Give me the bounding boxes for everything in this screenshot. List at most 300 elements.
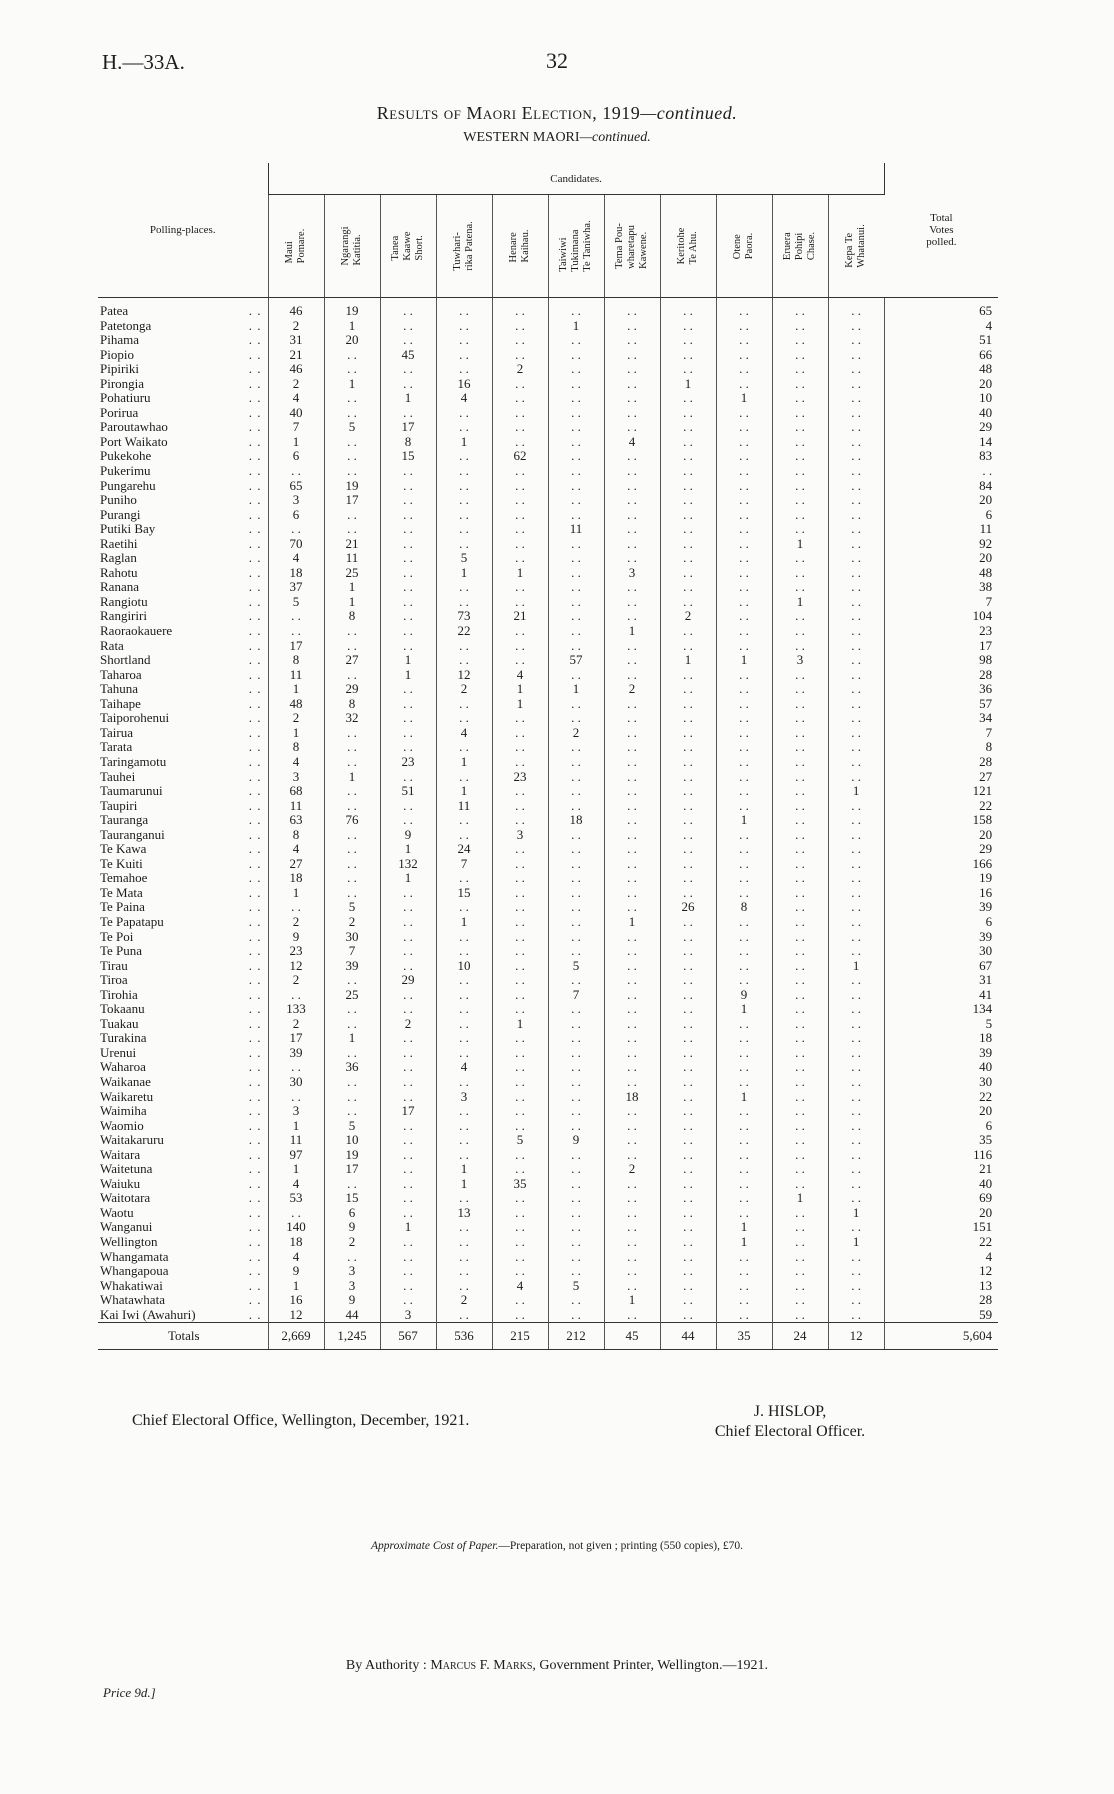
leader-dots: . .: [248, 535, 262, 551]
vote-cell: . .: [772, 915, 828, 930]
candidate-name-line: Otene: [731, 234, 743, 260]
vote-cell: . .: [828, 435, 884, 450]
vote-cell: . .: [436, 1133, 492, 1148]
total-votes-cell: 158: [884, 813, 998, 828]
polling-place-cell: [98, 1031, 268, 1046]
vote-cell: . .: [716, 1075, 772, 1090]
vote-cell: . .: [604, 595, 660, 610]
polling-place-cell: [98, 900, 268, 915]
vote-cell: . .: [604, 1075, 660, 1090]
candidate-total-cell: 567: [380, 1323, 436, 1350]
vote-cell: . .: [716, 1104, 772, 1119]
vote-cell: 1: [716, 391, 772, 406]
polling-place-cell: [98, 711, 268, 726]
vote-cell: 8: [268, 828, 324, 843]
polling-place-name: Tairua: [100, 724, 134, 740]
polling-place-name: Tauranga: [100, 812, 149, 828]
polling-place-cell: [98, 304, 268, 319]
vote-cell: . .: [492, 944, 548, 959]
polling-place-cell: [98, 653, 268, 668]
vote-cell: . .: [828, 755, 884, 770]
polling-place-cell: [98, 1293, 268, 1308]
vote-cell: . .: [604, 799, 660, 814]
vote-cell: . .: [660, 449, 716, 464]
vote-cell: . .: [772, 319, 828, 334]
vote-cell: . .: [436, 406, 492, 421]
vote-cell: 1: [660, 653, 716, 668]
vote-cell: . .: [548, 886, 604, 901]
vote-cell: . .: [324, 639, 380, 654]
polling-place-cell: [98, 580, 268, 595]
table-row: [98, 697, 998, 712]
vote-cell: 5: [548, 959, 604, 974]
polling-place-cell: [98, 755, 268, 770]
vote-cell: . .: [380, 1206, 436, 1221]
vote-cell: . .: [604, 740, 660, 755]
vote-cell: . .: [492, 740, 548, 755]
authority-prefix: By Authority :: [345, 1658, 427, 1673]
leader-dots: . .: [248, 884, 262, 900]
polling-place-cell: [98, 1250, 268, 1265]
vote-cell: . .: [660, 799, 716, 814]
vote-cell: . .: [828, 653, 884, 668]
vote-cell: . .: [324, 784, 380, 799]
vote-cell: . .: [380, 697, 436, 712]
leader-dots: . .: [248, 972, 262, 988]
vote-cell: 6: [324, 1206, 380, 1221]
vote-cell: . .: [548, 1293, 604, 1308]
office-line: Chief Electoral Office, Wellington, December, 1921.: [132, 1412, 470, 1429]
candidate-name: [676, 228, 700, 265]
vote-cell: . .: [380, 1250, 436, 1265]
polling-place-cell: [98, 1264, 268, 1279]
vote-cell: 1: [380, 653, 436, 668]
polling-place-name: Pukekohe: [100, 448, 152, 464]
vote-cell: . .: [492, 1031, 548, 1046]
vote-cell: . .: [828, 988, 884, 1003]
polling-place-cell: [98, 988, 268, 1003]
polling-place-name: Pohatiuru: [100, 390, 151, 406]
vote-cell: 17: [324, 1162, 380, 1177]
vote-cell: . .: [492, 711, 548, 726]
vote-cell: . .: [324, 871, 380, 886]
vote-cell: . .: [716, 319, 772, 334]
total-votes-cell: . .: [884, 464, 998, 479]
vote-cell: 1: [380, 391, 436, 406]
vote-cell: 1: [660, 377, 716, 392]
total-votes-cell: 20: [884, 1104, 998, 1119]
candidate-total-cell: 12: [828, 1323, 884, 1350]
table-row: [98, 537, 998, 552]
polling-place-cell: [98, 842, 268, 857]
total-votes-cell: 30: [884, 944, 998, 959]
vote-cell: . .: [716, 973, 772, 988]
polling-place-cell: [98, 377, 268, 392]
table-row: [98, 1308, 998, 1323]
vote-cell: . .: [604, 871, 660, 886]
total-votes-cell: 59: [884, 1308, 998, 1323]
vote-cell: 19: [324, 1148, 380, 1163]
vote-cell: . .: [772, 406, 828, 421]
leader-dots: . .: [248, 826, 262, 842]
candidate-total-cell: 45: [604, 1323, 660, 1350]
polling-place-name: Pirongia: [100, 375, 145, 391]
total-votes-cell: 27: [884, 770, 998, 785]
vote-cell: . .: [604, 1264, 660, 1279]
vote-cell: . .: [548, 1002, 604, 1017]
vote-cell: . .: [660, 959, 716, 974]
table-row: [98, 871, 998, 886]
vote-cell: 2: [268, 1017, 324, 1032]
total-votes-cell: 16: [884, 886, 998, 901]
vote-cell: . .: [268, 464, 324, 479]
vote-cell: . .: [380, 1002, 436, 1017]
vote-cell: . .: [436, 653, 492, 668]
vote-cell: . .: [436, 1031, 492, 1046]
vote-cell: . .: [660, 726, 716, 741]
vote-cell: . .: [548, 580, 604, 595]
candidate-header: [828, 195, 884, 298]
polling-place-name: Te Kawa: [100, 841, 147, 857]
leader-dots: . .: [248, 346, 262, 362]
vote-cell: . .: [604, 580, 660, 595]
total-votes-cell: 83: [884, 449, 998, 464]
vote-cell: . .: [660, 1250, 716, 1265]
leader-dots: . .: [248, 855, 262, 871]
vote-cell: 4: [268, 755, 324, 770]
vote-cell: . .: [492, 900, 548, 915]
vote-cell: . .: [492, 537, 548, 552]
table-row: [98, 944, 998, 959]
vote-cell: . .: [492, 842, 548, 857]
leader-dots: . .: [248, 986, 262, 1002]
vote-cell: . .: [492, 915, 548, 930]
vote-cell: . .: [716, 362, 772, 377]
table-row: [98, 1046, 998, 1061]
vote-cell: . .: [716, 1279, 772, 1294]
vote-cell: . .: [324, 1104, 380, 1119]
vote-cell: . .: [604, 1017, 660, 1032]
vote-cell: . .: [604, 959, 660, 974]
vote-cell: . .: [604, 1177, 660, 1192]
polling-place-name: Raoraokauere: [100, 623, 173, 639]
polling-place-cell: [98, 449, 268, 464]
vote-cell: . .: [660, 508, 716, 523]
table-row: [98, 362, 998, 377]
vote-cell: . .: [492, 1308, 548, 1323]
vote-cell: . .: [548, 930, 604, 945]
vote-cell: . .: [828, 377, 884, 392]
vote-cell: . .: [716, 857, 772, 872]
total-votes-cell: 31: [884, 973, 998, 988]
vote-cell: . .: [772, 391, 828, 406]
vote-cell: . .: [828, 770, 884, 785]
leader-dots: . .: [248, 652, 262, 668]
candidate-header: [324, 195, 380, 298]
candidate-header: [548, 195, 604, 298]
vote-cell: . .: [772, 1002, 828, 1017]
table-row: [98, 1133, 998, 1148]
vote-cell: . .: [604, 348, 660, 363]
vote-cell: . .: [268, 609, 324, 624]
vote-cell: . .: [716, 770, 772, 785]
vote-cell: . .: [380, 930, 436, 945]
vote-cell: 44: [324, 1308, 380, 1323]
polling-place-name: Te Puna: [100, 943, 143, 959]
polling-place-name: Tauhei: [100, 768, 136, 784]
vote-cell: . .: [380, 1162, 436, 1177]
vote-cell: . .: [492, 624, 548, 639]
vote-cell: . .: [548, 1206, 604, 1221]
title-suffix: —continued.: [640, 103, 738, 123]
candidate-name-line: Kepa Te: [844, 232, 856, 268]
polling-place-name: Waotu: [100, 1204, 134, 1220]
vote-cell: . .: [828, 464, 884, 479]
vote-cell: . .: [492, 1075, 548, 1090]
vote-cell: . .: [660, 682, 716, 697]
total-votes-cell: 20: [884, 551, 998, 566]
vote-cell: . .: [772, 1177, 828, 1192]
polling-place-name: Whangamata: [100, 1248, 169, 1264]
vote-cell: . .: [772, 435, 828, 450]
vote-cell: . .: [436, 740, 492, 755]
vote-cell: . .: [492, 522, 548, 537]
vote-cell: 12: [436, 668, 492, 683]
vote-cell: . .: [548, 1060, 604, 1075]
vote-cell: . .: [604, 1060, 660, 1075]
total-votes-cell: 98: [884, 653, 998, 668]
vote-cell: . .: [380, 915, 436, 930]
vote-cell: . .: [716, 784, 772, 799]
vote-cell: 1: [604, 915, 660, 930]
polling-place-cell: [98, 726, 268, 741]
vote-cell: 6: [268, 508, 324, 523]
polling-places-header: Polling-places.: [98, 163, 268, 298]
vote-cell: . .: [716, 755, 772, 770]
vote-cell: 37: [268, 580, 324, 595]
polling-place-cell: [98, 1191, 268, 1206]
polling-place-cell: [98, 1133, 268, 1148]
vote-cell: . .: [492, 551, 548, 566]
vote-cell: . .: [548, 391, 604, 406]
vote-cell: 4: [268, 1250, 324, 1265]
table-row: [98, 1264, 998, 1279]
vote-cell: 1: [268, 1279, 324, 1294]
vote-cell: . .: [660, 493, 716, 508]
vote-cell: . .: [380, 886, 436, 901]
vote-cell: . .: [660, 857, 716, 872]
vote-cell: 7: [268, 420, 324, 435]
table-row: [98, 493, 998, 508]
candidate-header: [716, 195, 772, 298]
vote-cell: . .: [660, 1177, 716, 1192]
leader-dots: . .: [248, 753, 262, 769]
candidate-name-line: Ngarangi: [339, 226, 351, 266]
vote-cell: . .: [548, 377, 604, 392]
vote-cell: . .: [828, 479, 884, 494]
vote-cell: 9: [324, 1220, 380, 1235]
candidate-name: [732, 233, 756, 260]
vote-cell: 5: [548, 1279, 604, 1294]
vote-cell: 1: [268, 886, 324, 901]
polling-place-name: Pukerimu: [100, 463, 151, 479]
vote-cell: . .: [772, 508, 828, 523]
vote-cell: . .: [660, 973, 716, 988]
vote-cell: . .: [324, 1090, 380, 1105]
vote-cell: 3: [772, 653, 828, 668]
table-row: [98, 449, 998, 464]
vote-cell: 30: [324, 930, 380, 945]
vote-cell: 29: [380, 973, 436, 988]
vote-cell: . .: [548, 973, 604, 988]
vote-cell: . .: [492, 333, 548, 348]
vote-cell: . .: [716, 609, 772, 624]
vote-cell: . .: [828, 1002, 884, 1017]
leader-dots: . .: [248, 1248, 262, 1264]
vote-cell: . .: [828, 551, 884, 566]
total-votes-cell: 104: [884, 609, 998, 624]
vote-cell: . .: [828, 609, 884, 624]
polling-place-name: Wanganui: [100, 1219, 153, 1235]
polling-place-name: Rata: [100, 637, 124, 653]
vote-cell: 20: [324, 333, 380, 348]
vote-cell: . .: [604, 653, 660, 668]
candidate-total-cell: 24: [772, 1323, 828, 1350]
vote-cell: . .: [604, 973, 660, 988]
vote-cell: . .: [828, 537, 884, 552]
polling-place-name: Waitara: [100, 1146, 141, 1162]
vote-cell: 2: [268, 319, 324, 334]
vote-cell: . .: [380, 944, 436, 959]
vote-cell: . .: [660, 391, 716, 406]
polling-place-cell: [98, 886, 268, 901]
polling-place-name: Port Waikato: [100, 433, 168, 449]
vote-cell: . .: [324, 508, 380, 523]
table-row: [98, 711, 998, 726]
vote-cell: . .: [772, 1264, 828, 1279]
vote-cell: . .: [604, 1002, 660, 1017]
vote-cell: . .: [772, 784, 828, 799]
vote-cell: . .: [772, 551, 828, 566]
vote-cell: . .: [604, 464, 660, 479]
candidate-name-line: Eruera: [781, 232, 793, 261]
vote-cell: . .: [716, 1162, 772, 1177]
page-number: 32: [546, 48, 568, 73]
leader-dots: . .: [248, 870, 262, 886]
vote-cell: . .: [716, 915, 772, 930]
vote-cell: . .: [716, 479, 772, 494]
authority-line: [0, 1658, 1114, 1674]
candidate-name: [340, 226, 364, 265]
vote-cell: . .: [436, 537, 492, 552]
vote-cell: . .: [436, 420, 492, 435]
table-row: [98, 580, 998, 595]
vote-cell: . .: [660, 522, 716, 537]
vote-cell: . .: [660, 348, 716, 363]
table-row: [98, 551, 998, 566]
vote-cell: . .: [828, 915, 884, 930]
vote-cell: . .: [716, 959, 772, 974]
vote-cell: 45: [380, 348, 436, 363]
vote-cell: 5: [268, 595, 324, 610]
vote-cell: . .: [716, 333, 772, 348]
vote-cell: . .: [660, 1206, 716, 1221]
vote-cell: . .: [380, 406, 436, 421]
polling-place-name: Porirua: [100, 404, 139, 420]
total-votes-cell: 12: [884, 1264, 998, 1279]
vote-cell: 18: [548, 813, 604, 828]
vote-cell: . .: [436, 1148, 492, 1163]
total-votes-cell: 39: [884, 900, 998, 915]
vote-cell: . .: [604, 711, 660, 726]
leader-dots: . .: [248, 1059, 262, 1075]
vote-cell: . .: [604, 1279, 660, 1294]
vote-cell: . .: [660, 784, 716, 799]
table-row: [98, 420, 998, 435]
total-votes-cell: 29: [884, 842, 998, 857]
candidate-total-cell: 2,669: [268, 1323, 324, 1350]
table-row: [98, 653, 998, 668]
vote-cell: . .: [380, 1119, 436, 1134]
vote-cell: 4: [436, 391, 492, 406]
vote-cell: . .: [660, 1060, 716, 1075]
polling-place-name: Kai Iwi (Awahuri): [100, 1306, 196, 1322]
polling-place-cell: [98, 1090, 268, 1105]
vote-cell: . .: [772, 668, 828, 683]
vote-cell: . .: [660, 566, 716, 581]
leader-dots: . .: [248, 1234, 262, 1249]
leader-dots: . .: [248, 681, 262, 697]
polling-place-name: Te Papatapu: [100, 913, 164, 929]
vote-cell: . .: [492, 1119, 548, 1134]
vote-cell: . .: [380, 464, 436, 479]
total-votes-cell: 10: [884, 391, 998, 406]
polling-place-name: Patea: [100, 303, 129, 318]
vote-cell: . .: [380, 493, 436, 508]
vote-cell: . .: [324, 799, 380, 814]
candidate-name: [558, 220, 594, 271]
vote-cell: . .: [324, 348, 380, 363]
table-row: [98, 333, 998, 348]
total-header-line: Total: [930, 211, 953, 224]
polling-place-name: Te Kuiti: [100, 855, 143, 871]
vote-cell: 140: [268, 1220, 324, 1235]
vote-cell: 7: [436, 857, 492, 872]
vote-cell: 4: [436, 1060, 492, 1075]
vote-cell: . .: [436, 348, 492, 363]
polling-place-cell: [98, 799, 268, 814]
vote-cell: . .: [380, 1090, 436, 1105]
vote-cell: . .: [716, 1250, 772, 1265]
total-votes-cell: 7: [884, 595, 998, 610]
vote-cell: 13: [436, 1206, 492, 1221]
vote-cell: . .: [436, 973, 492, 988]
vote-cell: . .: [660, 740, 716, 755]
signature-title: Chief Electoral Officer.: [714, 1423, 866, 1440]
leader-dots: . .: [248, 928, 262, 944]
vote-cell: . .: [716, 1060, 772, 1075]
table-row: [98, 1090, 998, 1105]
leader-dots: . .: [248, 841, 262, 857]
vote-cell: . .: [660, 420, 716, 435]
vote-cell: . .: [772, 900, 828, 915]
candidate-total-cell: 1,245: [324, 1323, 380, 1350]
vote-cell: 3: [436, 1090, 492, 1105]
vote-cell: . .: [660, 871, 716, 886]
candidate-name-line: Maui: [283, 241, 295, 264]
vote-cell: 1: [716, 653, 772, 668]
vote-cell: . .: [436, 1250, 492, 1265]
